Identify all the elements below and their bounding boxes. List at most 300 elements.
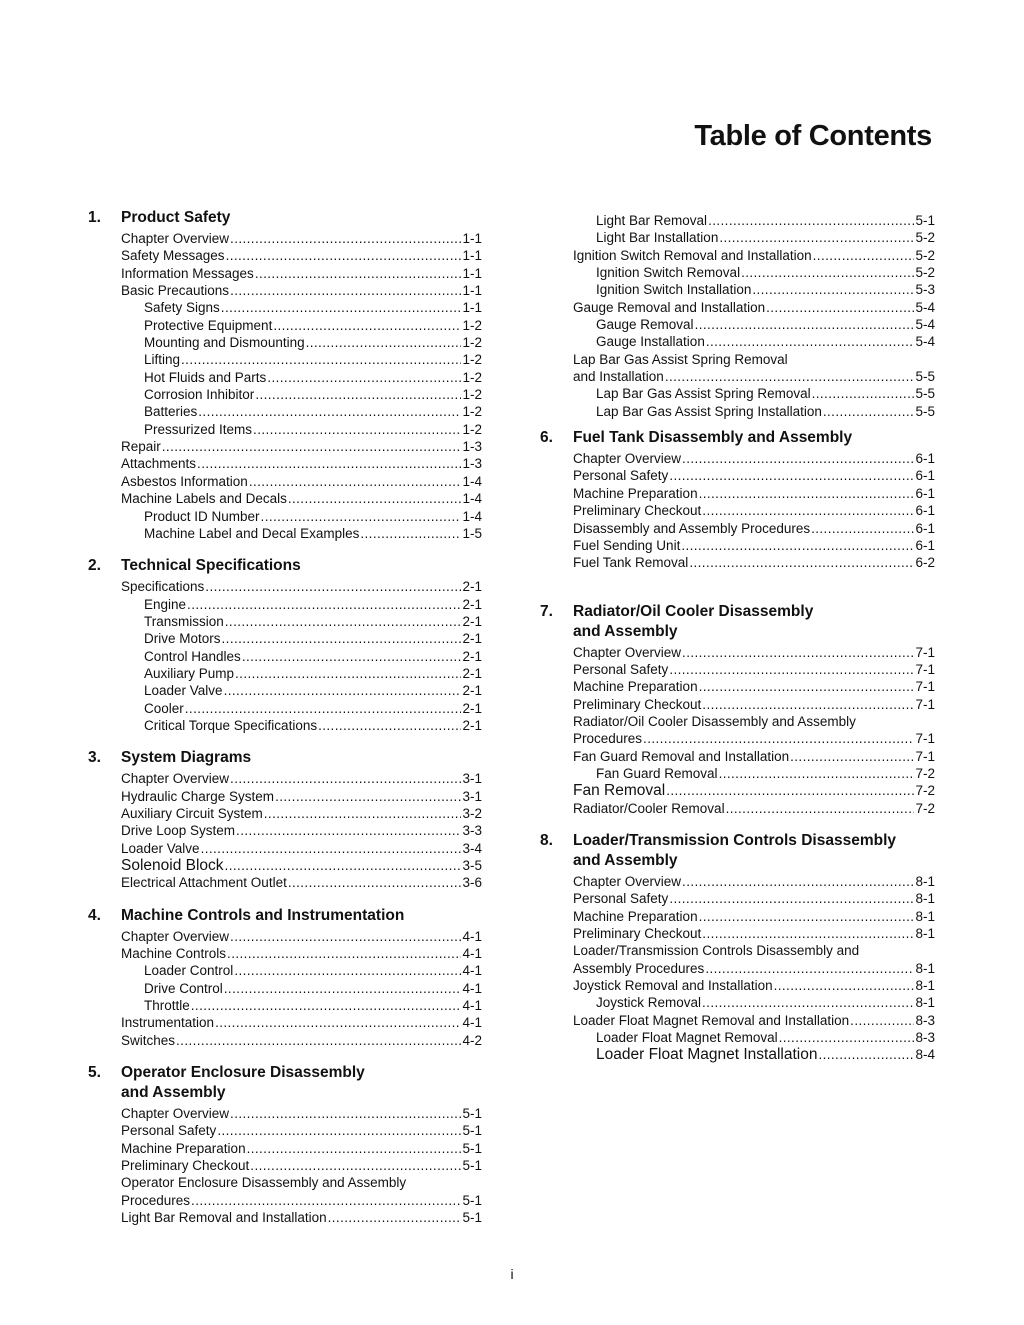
dot-leader [702, 925, 914, 942]
toc-entry-title: Machine Preparation [121, 1140, 246, 1156]
toc-entry[interactable] [573, 960, 935, 977]
toc-entry-text: Operator Enclosure Disassembly and Assembly [121, 1175, 407, 1191]
toc-entry-title: Fan Removal [573, 782, 666, 800]
dot-leader [669, 467, 914, 484]
toc-entry[interactable] [573, 281, 935, 298]
toc-entry-page: 1-1 [462, 265, 482, 281]
toc-entry[interactable] [573, 502, 935, 519]
toc-entry[interactable] [573, 537, 935, 554]
dot-leader [850, 1012, 914, 1029]
toc-entry-title: Lifting [144, 352, 181, 368]
toc-entry-title: Drive Loop System [121, 823, 236, 839]
toc-left-column [88, 208, 482, 1241]
toc-entry-page: 5-3 [915, 282, 935, 298]
toc-entry-page: 1-1 [462, 231, 482, 246]
dot-leader [198, 403, 461, 420]
dot-leader [774, 977, 915, 994]
toc-entry-title: Machine Label and Decal Examples [144, 525, 360, 541]
dot-leader [682, 644, 914, 661]
toc-entry[interactable] [121, 700, 482, 717]
toc-entry[interactable] [573, 1046, 935, 1063]
dot-leader [230, 770, 461, 787]
dot-leader [813, 247, 915, 264]
toc-entry-title: Safety Signs [144, 300, 220, 316]
toc-entry[interactable] [573, 748, 935, 765]
toc-entry-title: Pressurized Items [144, 421, 253, 437]
section-title-line: and Assembly [573, 622, 678, 640]
toc-entry[interactable] [121, 578, 482, 595]
dot-leader [230, 230, 461, 247]
toc-entry-page: 5-1 [462, 1192, 482, 1208]
toc-entry[interactable] [573, 925, 935, 942]
toc-entry-page: 5-1 [462, 1106, 482, 1122]
toc-entry[interactable] [121, 438, 482, 455]
toc-entry[interactable] [121, 473, 482, 490]
toc-entry-text: Loader/Transmission Controls Disassembly and [573, 943, 860, 959]
toc-entry-title: Ignition Switch Removal [596, 265, 741, 281]
toc-entry-title: Chapter Overview [121, 928, 230, 944]
toc-entry-title: Gauge Removal and Installation [573, 299, 766, 315]
dot-leader [234, 962, 461, 979]
dot-leader [236, 822, 461, 839]
toc-entry-title: Engine [144, 596, 187, 612]
toc-entry-text: Radiator/Oil Cooler Disassembly and Assembly [573, 713, 856, 729]
section-title-line: and Assembly [121, 1084, 226, 1102]
toc-section [540, 831, 935, 1064]
section-title-line: Product Safety [121, 209, 231, 226]
toc-entry[interactable] [121, 945, 482, 962]
toc-entry-page: 2-1 [462, 665, 482, 681]
toc-entry[interactable] [121, 1105, 482, 1122]
toc-entry[interactable] [573, 247, 935, 264]
toc-entry-page: 7-1 [915, 679, 935, 695]
toc-entry[interactable] [573, 467, 935, 484]
toc-entry-title: Machine Preparation [573, 679, 698, 695]
toc-entry-page: 5-1 [915, 213, 935, 228]
toc-entry[interactable] [121, 351, 482, 368]
dot-leader [719, 765, 915, 782]
toc-entry[interactable] [573, 1012, 935, 1029]
section-heading[interactable] [540, 831, 935, 871]
toc-entry-page: 1-3 [462, 456, 482, 472]
toc-entry[interactable] [121, 334, 482, 351]
toc-entry-page: 1-2 [462, 317, 482, 333]
dot-leader [318, 717, 461, 734]
dot-leader [264, 805, 462, 822]
toc-entry-page: 3-4 [462, 840, 482, 856]
toc-entry-page: 3-5 [462, 858, 482, 873]
toc-entry[interactable] [121, 928, 482, 945]
toc-entry[interactable] [121, 962, 482, 979]
dot-leader [681, 537, 914, 554]
dot-leader [726, 800, 915, 817]
toc-entry[interactable] [121, 717, 482, 734]
section-heading[interactable] [88, 556, 482, 576]
toc-entry[interactable] [121, 1209, 482, 1226]
section-number: 6. [540, 429, 553, 447]
toc-entry[interactable] [573, 229, 935, 246]
toc-entry-title: Lap Bar Gas Assist Spring Installation [596, 403, 822, 419]
toc-entry[interactable] [573, 782, 935, 799]
toc-entry-title: Hot Fluids and Parts [144, 369, 267, 385]
toc-entry[interactable] [573, 212, 935, 229]
section-number: 3. [88, 749, 101, 767]
toc-entry-title: Chapter Overview [573, 873, 682, 889]
toc-entry[interactable] [573, 908, 935, 925]
toc-entry[interactable] [573, 644, 935, 661]
section-title [121, 1063, 482, 1103]
toc-entry[interactable] [573, 316, 935, 333]
toc-entry-page: 7-1 [915, 661, 935, 677]
toc-entry-page: 1-3 [462, 439, 482, 455]
dot-leader [217, 1122, 461, 1139]
toc-entry-page: 2-1 [462, 683, 482, 699]
toc-entry-page: 7-2 [915, 800, 935, 816]
toc-entry-page: 8-4 [915, 1047, 935, 1063]
toc-entry[interactable] [121, 299, 482, 316]
page-title: Table of Contents [694, 120, 932, 152]
dot-leader [191, 1192, 461, 1209]
dot-leader [255, 386, 461, 403]
toc-entry[interactable] [573, 385, 935, 402]
toc-entry-title: Machine Labels and Decals [121, 491, 287, 507]
toc-entry-title: Cooler [144, 700, 184, 716]
toc-entry[interactable] [573, 520, 935, 537]
dot-leader [181, 351, 461, 368]
entry-list [121, 770, 482, 891]
dot-leader [288, 490, 462, 507]
dot-leader [779, 1029, 915, 1046]
dot-leader [224, 682, 462, 699]
dot-leader [185, 700, 462, 717]
toc-entry[interactable] [121, 596, 482, 613]
toc-section [88, 1063, 482, 1226]
toc-entry-page: 4-1 [462, 1015, 482, 1031]
entry-list [121, 1105, 482, 1226]
toc-entry-page: 1-2 [462, 369, 482, 385]
toc-entry-title: Drive Motors [144, 631, 221, 647]
dot-leader [669, 890, 914, 907]
toc-entry-page: 2-1 [462, 648, 482, 664]
toc-entry-title: Preliminary Checkout [573, 696, 702, 712]
toc-entry-title: Gauge Removal [596, 317, 694, 333]
dot-leader [328, 1209, 462, 1226]
section-heading[interactable] [540, 428, 935, 448]
toc-entry-page: 1-2 [462, 404, 482, 420]
toc-entry-title: Lap Bar Gas Assist Spring Removal [596, 386, 811, 402]
toc-entry-title: Specifications [121, 579, 205, 595]
dot-leader [706, 333, 915, 350]
section-title [573, 831, 935, 871]
toc-entry-title: Loader Float Magnet Removal and Installation [573, 1012, 850, 1028]
toc-entry[interactable] [573, 299, 935, 316]
dot-leader [669, 661, 914, 678]
toc-entry[interactable] [573, 696, 935, 713]
toc-entry[interactable] [121, 1032, 482, 1049]
dot-leader [197, 455, 461, 472]
dot-leader [699, 908, 915, 925]
toc-entry-page: 8-1 [915, 908, 935, 924]
section-number: 4. [88, 906, 101, 924]
toc-entry[interactable] [573, 368, 935, 385]
toc-entry[interactable] [573, 994, 935, 1011]
entry-list [573, 873, 935, 1064]
toc-entry-page: 5-2 [915, 230, 935, 246]
toc-entry-page: 4-1 [462, 998, 482, 1014]
toc-entry[interactable] [121, 421, 482, 438]
toc-entry[interactable] [573, 450, 935, 467]
toc-entry-title: Assembly Procedures [573, 960, 705, 976]
toc-entry-page: 4-1 [462, 963, 482, 979]
section-heading[interactable] [88, 208, 482, 228]
toc-entry-page: 8-1 [915, 978, 935, 994]
dot-leader [225, 857, 462, 874]
toc-entry[interactable] [573, 800, 935, 817]
toc-right-column [540, 212, 935, 1078]
toc-entry-title: Personal Safety [573, 468, 669, 484]
toc-entry[interactable] [573, 730, 935, 747]
toc-entry-page: 6-1 [915, 451, 935, 467]
section-heading[interactable] [88, 1063, 482, 1103]
toc-entry-title: Electrical Attachment Outlet [121, 875, 287, 891]
toc-section [88, 748, 482, 891]
toc-entry-page: 3-6 [462, 875, 482, 891]
toc-entry-page: 6-1 [915, 468, 935, 484]
toc-entry[interactable] [121, 1014, 482, 1031]
dot-leader [665, 368, 915, 385]
section-number: 7. [540, 602, 553, 620]
toc-entry[interactable] [121, 247, 482, 264]
toc-entry[interactable] [121, 369, 482, 386]
dot-leader [666, 782, 914, 799]
toc-entry-title: Chapter Overview [121, 771, 230, 787]
toc-entry-title: Fuel Tank Removal [573, 555, 689, 571]
toc-section [540, 602, 935, 817]
dot-leader [766, 299, 914, 316]
toc-entry[interactable] [573, 678, 935, 695]
toc-entry-title: Auxiliary Circuit System [121, 805, 263, 821]
toc-entry-title: Information Messages [121, 265, 254, 281]
toc-entry-page: 1-4 [462, 491, 482, 507]
toc-entry-title: Chapter Overview [573, 451, 682, 467]
toc-entry[interactable] [121, 682, 482, 699]
toc-entry-page: 5-5 [915, 403, 935, 419]
toc-entry-title: Fan Guard Removal and Installation [573, 748, 790, 764]
toc-entry[interactable] [121, 403, 482, 420]
toc-entry[interactable] [121, 508, 482, 525]
dot-leader [702, 696, 914, 713]
toc-entry[interactable] [121, 1157, 482, 1174]
toc-entry-page: 5-1 [462, 1123, 482, 1139]
toc-entry-title: Chapter Overview [121, 231, 230, 246]
toc-entry[interactable] [573, 661, 935, 678]
dot-leader [306, 334, 462, 351]
toc-entry-page: 2-1 [462, 579, 482, 595]
toc-entry-page: 1-4 [462, 508, 482, 524]
toc-entry-page: 1-1 [462, 300, 482, 316]
dot-leader [226, 247, 462, 264]
dot-leader [695, 316, 915, 333]
toc-entry[interactable] [121, 386, 482, 403]
toc-entry[interactable] [121, 282, 482, 299]
toc-entry-title: Loader Float Magnet Removal [596, 1030, 778, 1046]
toc-entry[interactable] [121, 455, 482, 472]
toc-entry-page: 8-1 [915, 891, 935, 907]
toc-entry-page: 4-1 [462, 928, 482, 944]
toc-entry-page: 5-5 [915, 386, 935, 402]
toc-entry[interactable] [121, 230, 482, 247]
section-heading[interactable] [88, 748, 482, 768]
toc-entry-page: 6-1 [915, 485, 935, 501]
toc-entry-title: Mounting and Dismounting [144, 335, 305, 351]
toc-entry[interactable] [573, 333, 935, 350]
toc-entry-title: Repair [121, 439, 161, 455]
section-heading[interactable] [88, 906, 482, 926]
toc-entry-title: Preliminary Checkout [121, 1158, 250, 1174]
toc-entry[interactable] [121, 788, 482, 805]
toc-entry-title: Auxiliary Pump [144, 665, 235, 681]
toc-entry-title: Product ID Number [144, 508, 260, 524]
dot-leader [253, 421, 461, 438]
toc-entry[interactable] [121, 1140, 482, 1157]
dot-leader [689, 554, 914, 571]
toc-entry-title: Instrumentation [121, 1015, 215, 1031]
dot-leader [225, 613, 462, 630]
toc-entry[interactable] [121, 265, 482, 282]
entry-list [573, 450, 935, 571]
toc-entry-title: Control Handles [144, 648, 241, 664]
toc-entry-title: Transmission [144, 613, 224, 629]
section-heading[interactable] [540, 602, 935, 642]
dot-leader [682, 873, 914, 890]
section-number: 1. [88, 209, 101, 226]
toc-entry-page: 8-3 [915, 1030, 935, 1046]
dot-leader [235, 665, 461, 682]
toc-entry[interactable] [121, 840, 482, 857]
toc-entry-page: 1-4 [462, 473, 482, 489]
toc-entry-page: 8-1 [915, 926, 935, 941]
toc-entry[interactable] [121, 805, 482, 822]
section-title-line: Fuel Tank Disassembly and Assembly [573, 429, 853, 447]
page-number: i [510, 1266, 514, 1282]
toc-entry[interactable] [121, 317, 482, 334]
toc-entry[interactable] [573, 485, 935, 502]
dot-leader [708, 212, 914, 229]
toc-entry-page: 7-2 [915, 783, 935, 799]
toc-entry-page: 2-1 [462, 631, 482, 647]
dot-leader [191, 997, 462, 1014]
toc-entry-title: Preliminary Checkout [573, 926, 702, 941]
dot-leader [176, 1032, 461, 1049]
toc-entry[interactable] [573, 873, 935, 890]
toc-entry-title: Protective Equipment [144, 317, 273, 333]
toc-entry[interactable] [573, 977, 935, 994]
toc-entry[interactable] [121, 525, 482, 542]
section-title-line: Technical Specifications [121, 557, 301, 575]
toc-entry[interactable] [121, 1122, 482, 1139]
toc-entry-page: 8-3 [915, 1012, 935, 1028]
toc-entry-page: 5-5 [915, 369, 935, 385]
toc-entry[interactable] [121, 613, 482, 630]
dot-leader [230, 928, 461, 945]
toc-entry-page: 6-1 [915, 503, 935, 519]
toc-entry[interactable] [121, 822, 482, 839]
toc-entry-page: 3-1 [462, 771, 482, 787]
entry-list [573, 644, 935, 817]
dot-leader [261, 508, 462, 525]
dot-leader [221, 299, 462, 316]
toc-entry[interactable] [121, 648, 482, 665]
toc-entry-title: Loader Valve [121, 840, 200, 856]
toc-entry[interactable] [573, 1029, 935, 1046]
section-title-line: and Assembly [573, 851, 678, 869]
toc-entry[interactable] [121, 490, 482, 507]
toc-entry-page: 6-2 [915, 555, 935, 571]
dot-leader [273, 317, 461, 334]
dot-leader [255, 265, 462, 282]
toc-entry[interactable] [121, 1192, 482, 1209]
toc-entry[interactable] [121, 630, 482, 647]
toc-entry-title: Radiator/Cooler Removal [573, 800, 725, 816]
toc-entry-page: 5-4 [915, 299, 935, 315]
toc-entry-title: Gauge Installation [596, 334, 705, 350]
toc-entry[interactable] [121, 665, 482, 682]
toc-entry[interactable] [573, 403, 935, 420]
toc-entry-page: 8-1 [915, 873, 935, 889]
toc-entry-title: Joystick Removal [596, 995, 702, 1011]
toc-entry[interactable] [121, 980, 482, 997]
toc-entry-page: 7-1 [915, 696, 935, 712]
toc-entry-title: Batteries [144, 404, 198, 420]
toc-entry-title: Basic Precautions [121, 283, 230, 299]
toc-entry-page: 1-5 [462, 525, 482, 541]
toc-entry-page: 5-4 [915, 334, 935, 350]
section-title [573, 602, 935, 642]
toc-entry-title: Machine Preparation [573, 908, 698, 924]
toc-entry[interactable] [573, 264, 935, 281]
toc-entry[interactable] [121, 874, 482, 891]
section-title-line: System Diagrams [121, 749, 252, 767]
dot-leader [242, 648, 462, 665]
toc-entry[interactable] [121, 857, 482, 874]
toc-entry-title: Disassembly and Assembly Procedures [573, 520, 811, 536]
toc-section [88, 906, 482, 1049]
toc-entry[interactable] [121, 770, 482, 787]
dot-leader [205, 578, 461, 595]
dot-leader [818, 1046, 914, 1063]
toc-entry-title: Personal Safety [573, 891, 669, 907]
toc-entry[interactable] [573, 890, 935, 907]
dot-leader [702, 994, 914, 1011]
toc-entry-title: Loader Valve [144, 683, 223, 699]
toc-entry-title: Loader Control [144, 963, 234, 979]
toc-entry-page: 5-2 [915, 265, 935, 281]
dot-leader [699, 485, 915, 502]
toc-entry-page: 1-2 [462, 387, 482, 403]
dot-leader [230, 282, 461, 299]
toc-entry-page: 5-1 [462, 1140, 482, 1156]
toc-entry-title: Machine Preparation [573, 485, 698, 501]
toc-entry[interactable] [573, 554, 935, 571]
toc-entry-text: Lap Bar Gas Assist Spring Removal [573, 351, 788, 367]
toc-entry[interactable] [121, 997, 482, 1014]
toc-entry-page: 3-3 [462, 823, 482, 839]
section-number: 8. [540, 831, 553, 849]
dot-leader [249, 473, 462, 490]
toc-entry[interactable] [573, 765, 935, 782]
toc-entry-title: Light Bar Removal [596, 213, 708, 228]
entry-list [573, 212, 935, 420]
